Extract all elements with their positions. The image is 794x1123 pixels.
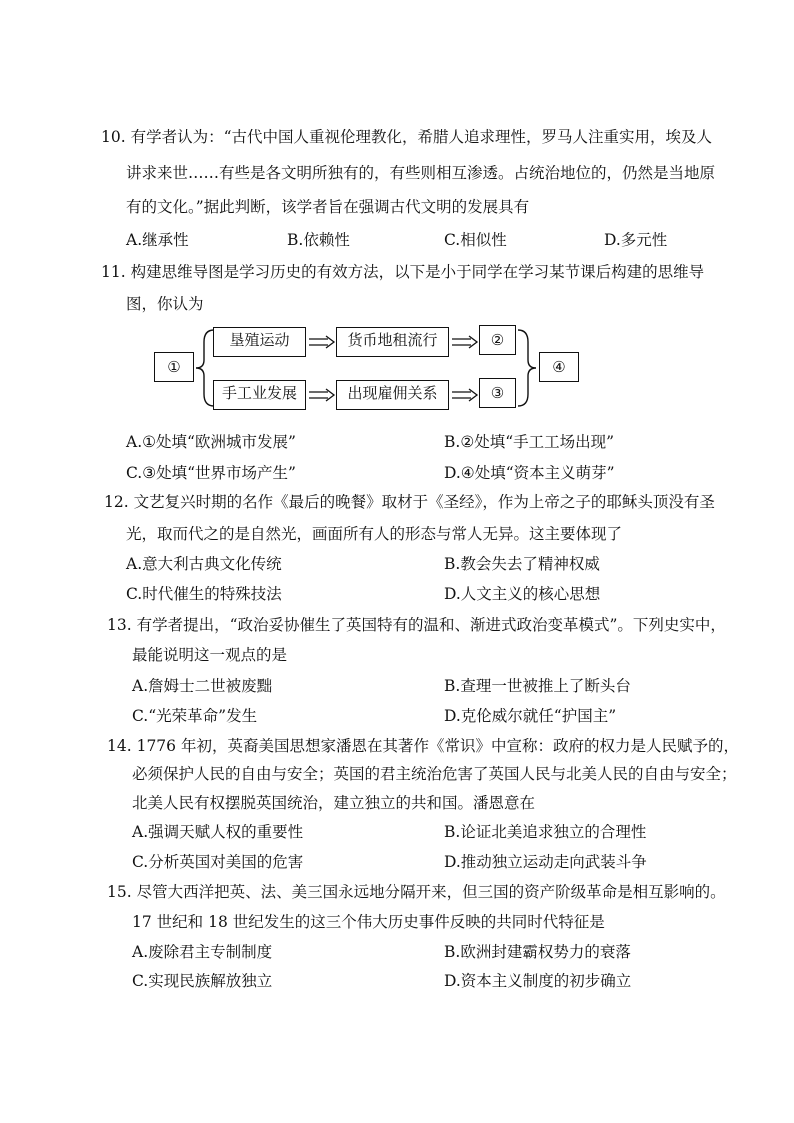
question-14-line-1: 14. 1776 年初，英裔美国思想家潘恩在其著作《常识》中宣称：政府的权力是人民赋予的， bbox=[107, 737, 739, 755]
question-11-option-b: B.②处填“手工工场出现” bbox=[444, 433, 615, 451]
mind-map-node-top-3: ② bbox=[479, 325, 516, 355]
question-15-option-c: C.实现民族解放独立 bbox=[132, 972, 273, 990]
question-13-option-a: A.詹姆士二世被废黜 bbox=[132, 677, 273, 695]
question-11-option-a: A.①处填“欧洲城市发展” bbox=[126, 433, 296, 451]
question-15-option-a: A.废除君主专制制度 bbox=[132, 943, 273, 961]
question-11-option-d: D.④处填“资本主义萌芽” bbox=[444, 464, 615, 482]
question-10-option-a: A.继承性 bbox=[126, 231, 189, 249]
question-10-option-b: B.依赖性 bbox=[287, 231, 350, 249]
mind-map-node-start: ① bbox=[154, 352, 194, 382]
question-11-option-c: C.③处填“世界市场产生” bbox=[126, 464, 296, 482]
double-arrow-icon bbox=[308, 388, 336, 402]
question-11-line-2: 图，你认为 bbox=[126, 295, 204, 313]
question-15-option-d: D.资本主义制度的初步确立 bbox=[444, 972, 632, 990]
question-14-line-3: 北美人民有权摆脱英国统治，建立独立的共和国。潘恩意在 bbox=[132, 794, 536, 812]
mind-map-node-top-2: 货币地租流行 bbox=[336, 327, 449, 357]
double-arrow-icon bbox=[451, 335, 479, 349]
right-brace-icon bbox=[516, 328, 538, 408]
question-12-option-a: A.意大利古典文化传统 bbox=[126, 555, 282, 573]
question-10-option-d: D.多元性 bbox=[604, 231, 668, 249]
question-15-line-2: 17 世纪和 18 世纪发生的这三个伟大历史事件反映的共同时代特征是 bbox=[132, 913, 605, 931]
question-10-line-3: 有的文化。”据此判断，该学者旨在强调古代文明的发展具有 bbox=[126, 198, 530, 216]
question-10-option-c: C.相似性 bbox=[444, 231, 507, 249]
question-15-option-b: B.欧洲封建霸权势力的衰落 bbox=[444, 943, 631, 961]
mind-map-node-top-1: 垦殖运动 bbox=[213, 327, 306, 357]
question-15-line-1: 15. 尽管大西洋把英、法、美三国永远地分隔开来，但三国的资产阶级革命是相互影响的。 bbox=[107, 883, 726, 901]
mind-map-node-bottom-1: 手工业发展 bbox=[213, 380, 306, 410]
question-13-line-1: 13. 有学者提出，“政治妥协催生了英国特有的温和、渐进式政治变革模式”。下列史实中， bbox=[107, 616, 726, 634]
question-11-line-1: 11. 构建思维导图是学习历史的有效方法，以下是小于同学在学习某节课后构建的思维导 bbox=[101, 263, 705, 281]
question-12-option-b: B.教会失去了精神权威 bbox=[444, 555, 600, 573]
question-14-option-a: A.强调天赋人权的重要性 bbox=[132, 823, 304, 841]
question-14-option-c: C.分析英国对美国的危害 bbox=[132, 853, 304, 871]
question-14-option-d: D.推动独立运动走向武装斗争 bbox=[444, 853, 647, 871]
question-13-option-b: B.查理一世被推上了断头台 bbox=[444, 677, 631, 695]
question-14-line-2: 必须保护人民的自由与安全；英国的君主统治危害了英国人民与北美人民的自由与安全； bbox=[132, 765, 737, 783]
double-arrow-icon bbox=[308, 335, 336, 349]
mind-map-node-bottom-2: 出现雇佣关系 bbox=[336, 380, 449, 410]
question-14-option-b: B.论证北美追求独立的合理性 bbox=[444, 823, 647, 841]
question-12-line-1: 12. 文艺复兴时期的名作《最后的晚餐》取材于《圣经》，作为上帝之子的耶稣头顶没有圣 bbox=[104, 493, 715, 511]
question-10-line-1: 10. 有学者认为：“古代中国人重视伦理教化，希腊人追求理性，罗马人注重实用，埃及人 bbox=[101, 128, 713, 146]
mind-map-node-end: ④ bbox=[539, 352, 579, 382]
mind-map-node-bottom-3: ③ bbox=[479, 378, 516, 408]
question-12-option-c: C.时代催生的特殊技法 bbox=[126, 585, 282, 603]
question-10-line-2: 讲求来世……有些是各文明所独有的，有些则相互渗透。占统治地位的，仍然是当地原 bbox=[126, 164, 716, 182]
question-13-option-c: C.“光荣革命”发生 bbox=[132, 707, 258, 725]
question-13-option-d: D.克伦威尔就任“护国主” bbox=[444, 707, 617, 725]
question-12-line-2: 光，取而代之的是自然光，画面所有人的形态与常人无异。这主要体现了 bbox=[126, 525, 623, 543]
question-12-option-d: D.人文主义的核心思想 bbox=[444, 585, 601, 603]
question-13-line-2: 最能说明这一观点的是 bbox=[132, 646, 288, 664]
double-arrow-icon bbox=[451, 388, 479, 402]
